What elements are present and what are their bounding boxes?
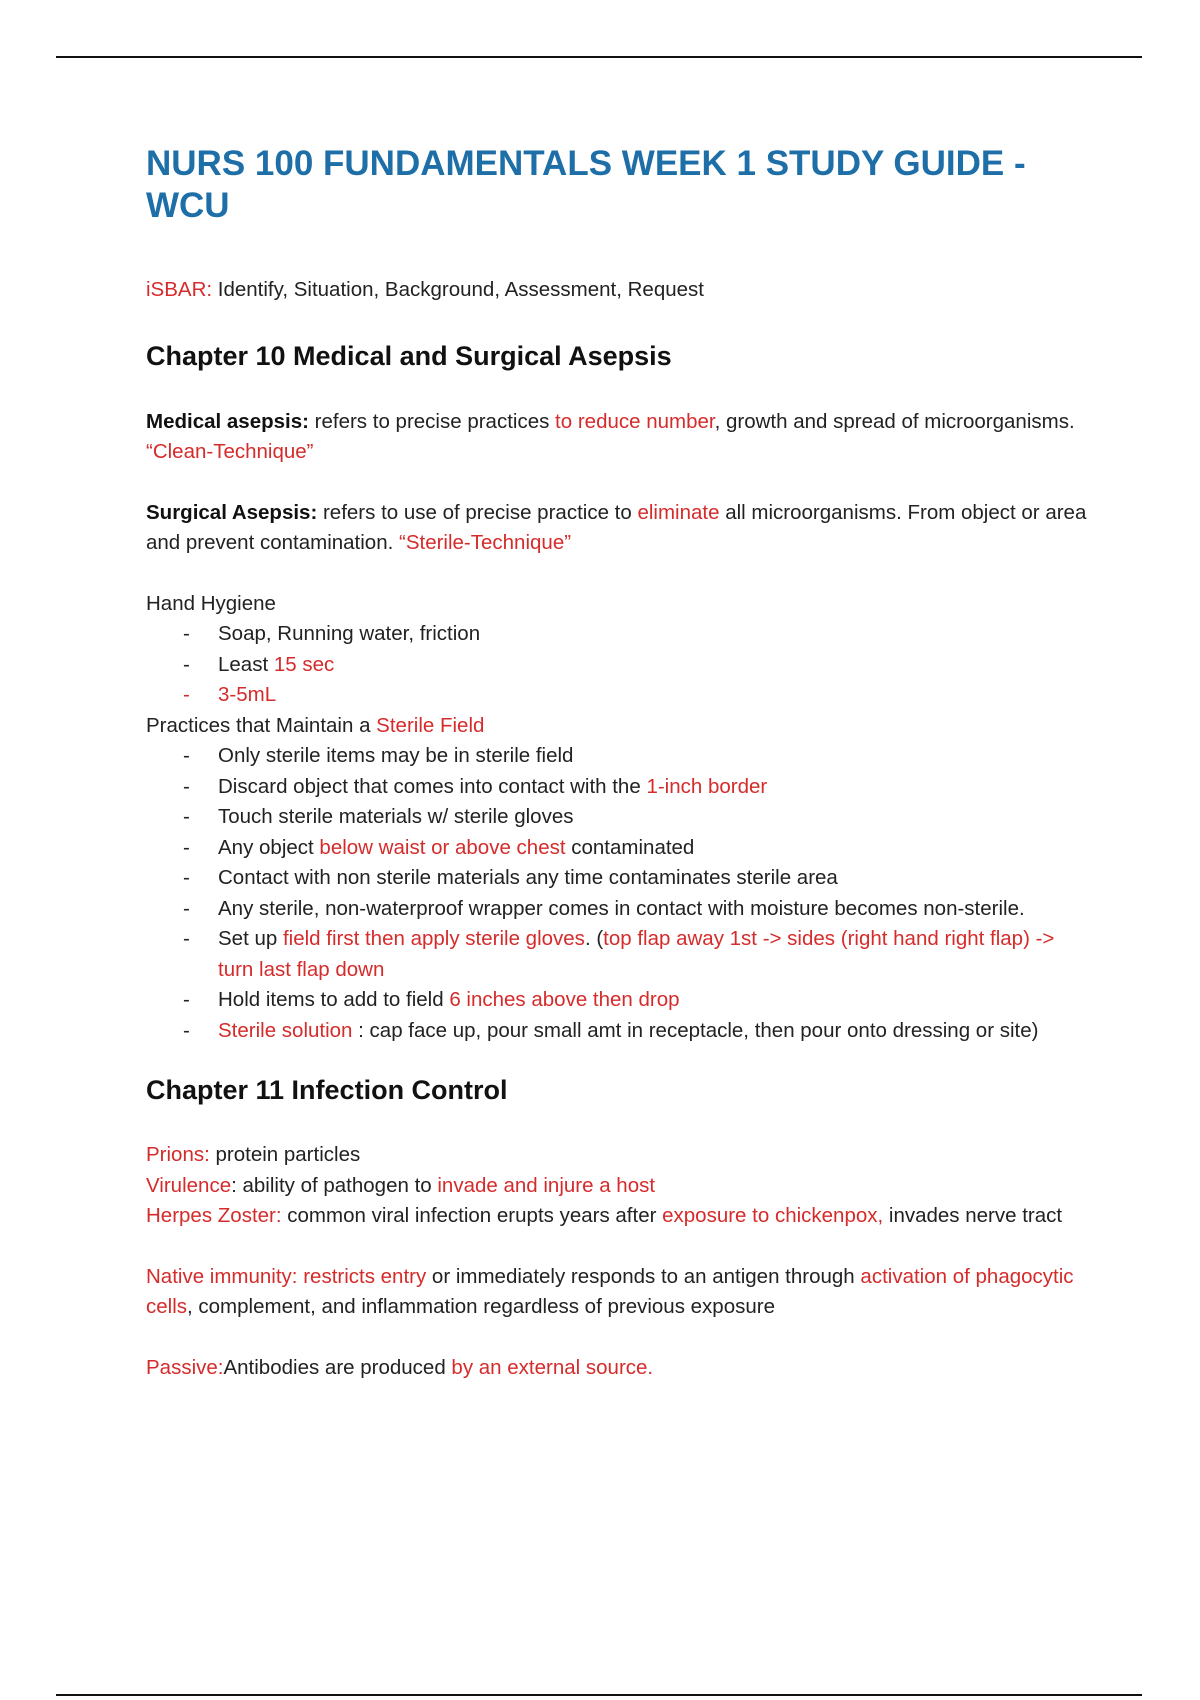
virulence-highlight: invade and injure a host [437,1173,656,1197]
list-item [218,619,1092,650]
surgical-asepsis-highlight-1: eliminate [637,500,720,524]
isbar-term: iSBAR: [146,278,213,301]
list-item-text: Discard object that comes into contact with the [218,774,647,798]
list-item [218,894,1092,925]
herpes-zoster-line [146,1201,1092,1232]
prions-term: Prions: [146,1143,210,1166]
list-item-text: Touch sterile materials w/ sterile gloves [218,805,574,828]
prions-text: protein particles [209,1143,361,1166]
top-rule [56,56,1142,58]
list-item-highlight: below waist or above chest [319,835,566,859]
native-immunity-text-1: or immediately responds to an antigen through [426,1264,861,1288]
surgical-asepsis-highlight-2: “Sterile-Technique” [399,531,572,554]
hand-hygiene-list [146,619,1092,711]
list-item [218,985,1092,1016]
list-item-text: Any object [218,835,320,859]
sterile-field-list [146,741,1092,1046]
chapter-11-heading: Chapter 11 Infection Control [146,1075,508,1105]
surgical-asepsis-text-2: all microorganisms. From object or area and prevent contamination. [146,500,1087,554]
passive-term: Passive: [146,1355,224,1379]
list-item-text: Contact with non sterile materials any time contaminates sterile area [218,866,838,889]
herpes-zoster-text-2: invades nerve tract [883,1204,1063,1227]
prions-line [146,1140,1092,1171]
passive-immunity-line [146,1353,1092,1384]
list-item-highlight: 3-5mL [218,683,277,706]
list-item-text: Set up [218,927,283,950]
list-item [218,741,1092,772]
herpes-zoster-highlight: exposure to chickenpox, [662,1204,884,1227]
native-immunity-term: Native immunity: [146,1264,298,1288]
list-item-highlight: 1-inch border [646,774,768,798]
list-item-text: Hold items to add to field [218,988,450,1011]
hand-hygiene-label: Hand Hygiene [146,591,276,615]
list-item-highlight: Sterile solution [218,1018,353,1042]
list-item [218,650,1092,681]
list-item [218,1016,1092,1047]
native-immunity-paragraph [146,1262,1092,1323]
chapter-10-heading: Chapter 10 Medical and Surgical Asepsis [146,340,672,371]
herpes-zoster-term: Herpes Zoster: [146,1204,282,1227]
list-item [218,863,1092,894]
list-item [218,802,1092,833]
list-item [218,680,1092,711]
document-body [146,143,1092,1383]
list-item-highlight: top flap away 1st -> sides (right hand right flap) -> turn last flap down [218,927,1055,981]
list-item-text: contaminated [565,835,695,859]
list-item-text: Any sterile, non-waterproof wrapper comes in contact with moisture becomes non-sterile. [218,896,1025,920]
passive-text: Antibodies are produced [223,1355,452,1379]
list-item-highlight: 15 sec [273,652,335,676]
virulence-text: : ability of pathogen to [231,1173,438,1197]
medical-asepsis-highlight-1: to reduce number [555,409,715,433]
medical-asepsis-text-2: , growth and spread of microorganisms. [714,409,1075,433]
sterile-field-label-highlight: Sterile Field [376,713,485,737]
list-item [218,833,1092,864]
surgical-asepsis-text-1: refers to use of precise practice to [317,500,638,524]
list-item-highlight: field first then apply sterile gloves [282,927,585,950]
sterile-field-label [146,711,1092,742]
list-item [218,772,1092,803]
list-item-text: Soap, Running water, friction [218,622,481,645]
surgical-asepsis-paragraph [146,498,1092,559]
list-item-highlight: 6 inches above then drop [449,988,680,1011]
native-immunity-highlight-1: activation of phagocytic cells [146,1264,1074,1318]
virulence-term: Virulence [146,1173,232,1197]
surgical-asepsis-term: Surgical Asepsis: [146,500,318,524]
sterile-field-label-text: Practices that Maintain a [146,713,377,737]
list-item-text: Only sterile items may be in sterile field [218,744,574,767]
list-item-text: Least [218,652,274,676]
list-item [218,924,1092,985]
medical-asepsis-paragraph [146,407,1092,468]
isbar-line [146,275,1092,306]
bottom-rule [56,1694,1142,1696]
native-immunity-highlight-0: restricts entry [297,1264,427,1288]
list-item-text: : cap face up, pour small amt in receptacle, then pour onto dressing or site) [352,1018,1039,1042]
native-immunity-text-2: , complement, and inflammation regardless of previous exposure [187,1295,775,1318]
list-item-text: . ( [584,927,604,950]
medical-asepsis-term: Medical asepsis: [146,409,309,433]
virulence-line [146,1171,1092,1202]
page-title: NURS 100 FUNDAMENTALS WEEK 1 STUDY GUIDE - WCU [146,144,1026,225]
herpes-zoster-text-1: common viral infection erupts years after [281,1204,663,1227]
isbar-text: Identify, Situation, Background, Assessment, Request [212,278,704,301]
passive-highlight: by an external source. [451,1355,654,1379]
medical-asepsis-highlight-2: “Clean-Technique” [146,440,314,463]
medical-asepsis-text-1: refers to precise practices [308,409,556,433]
